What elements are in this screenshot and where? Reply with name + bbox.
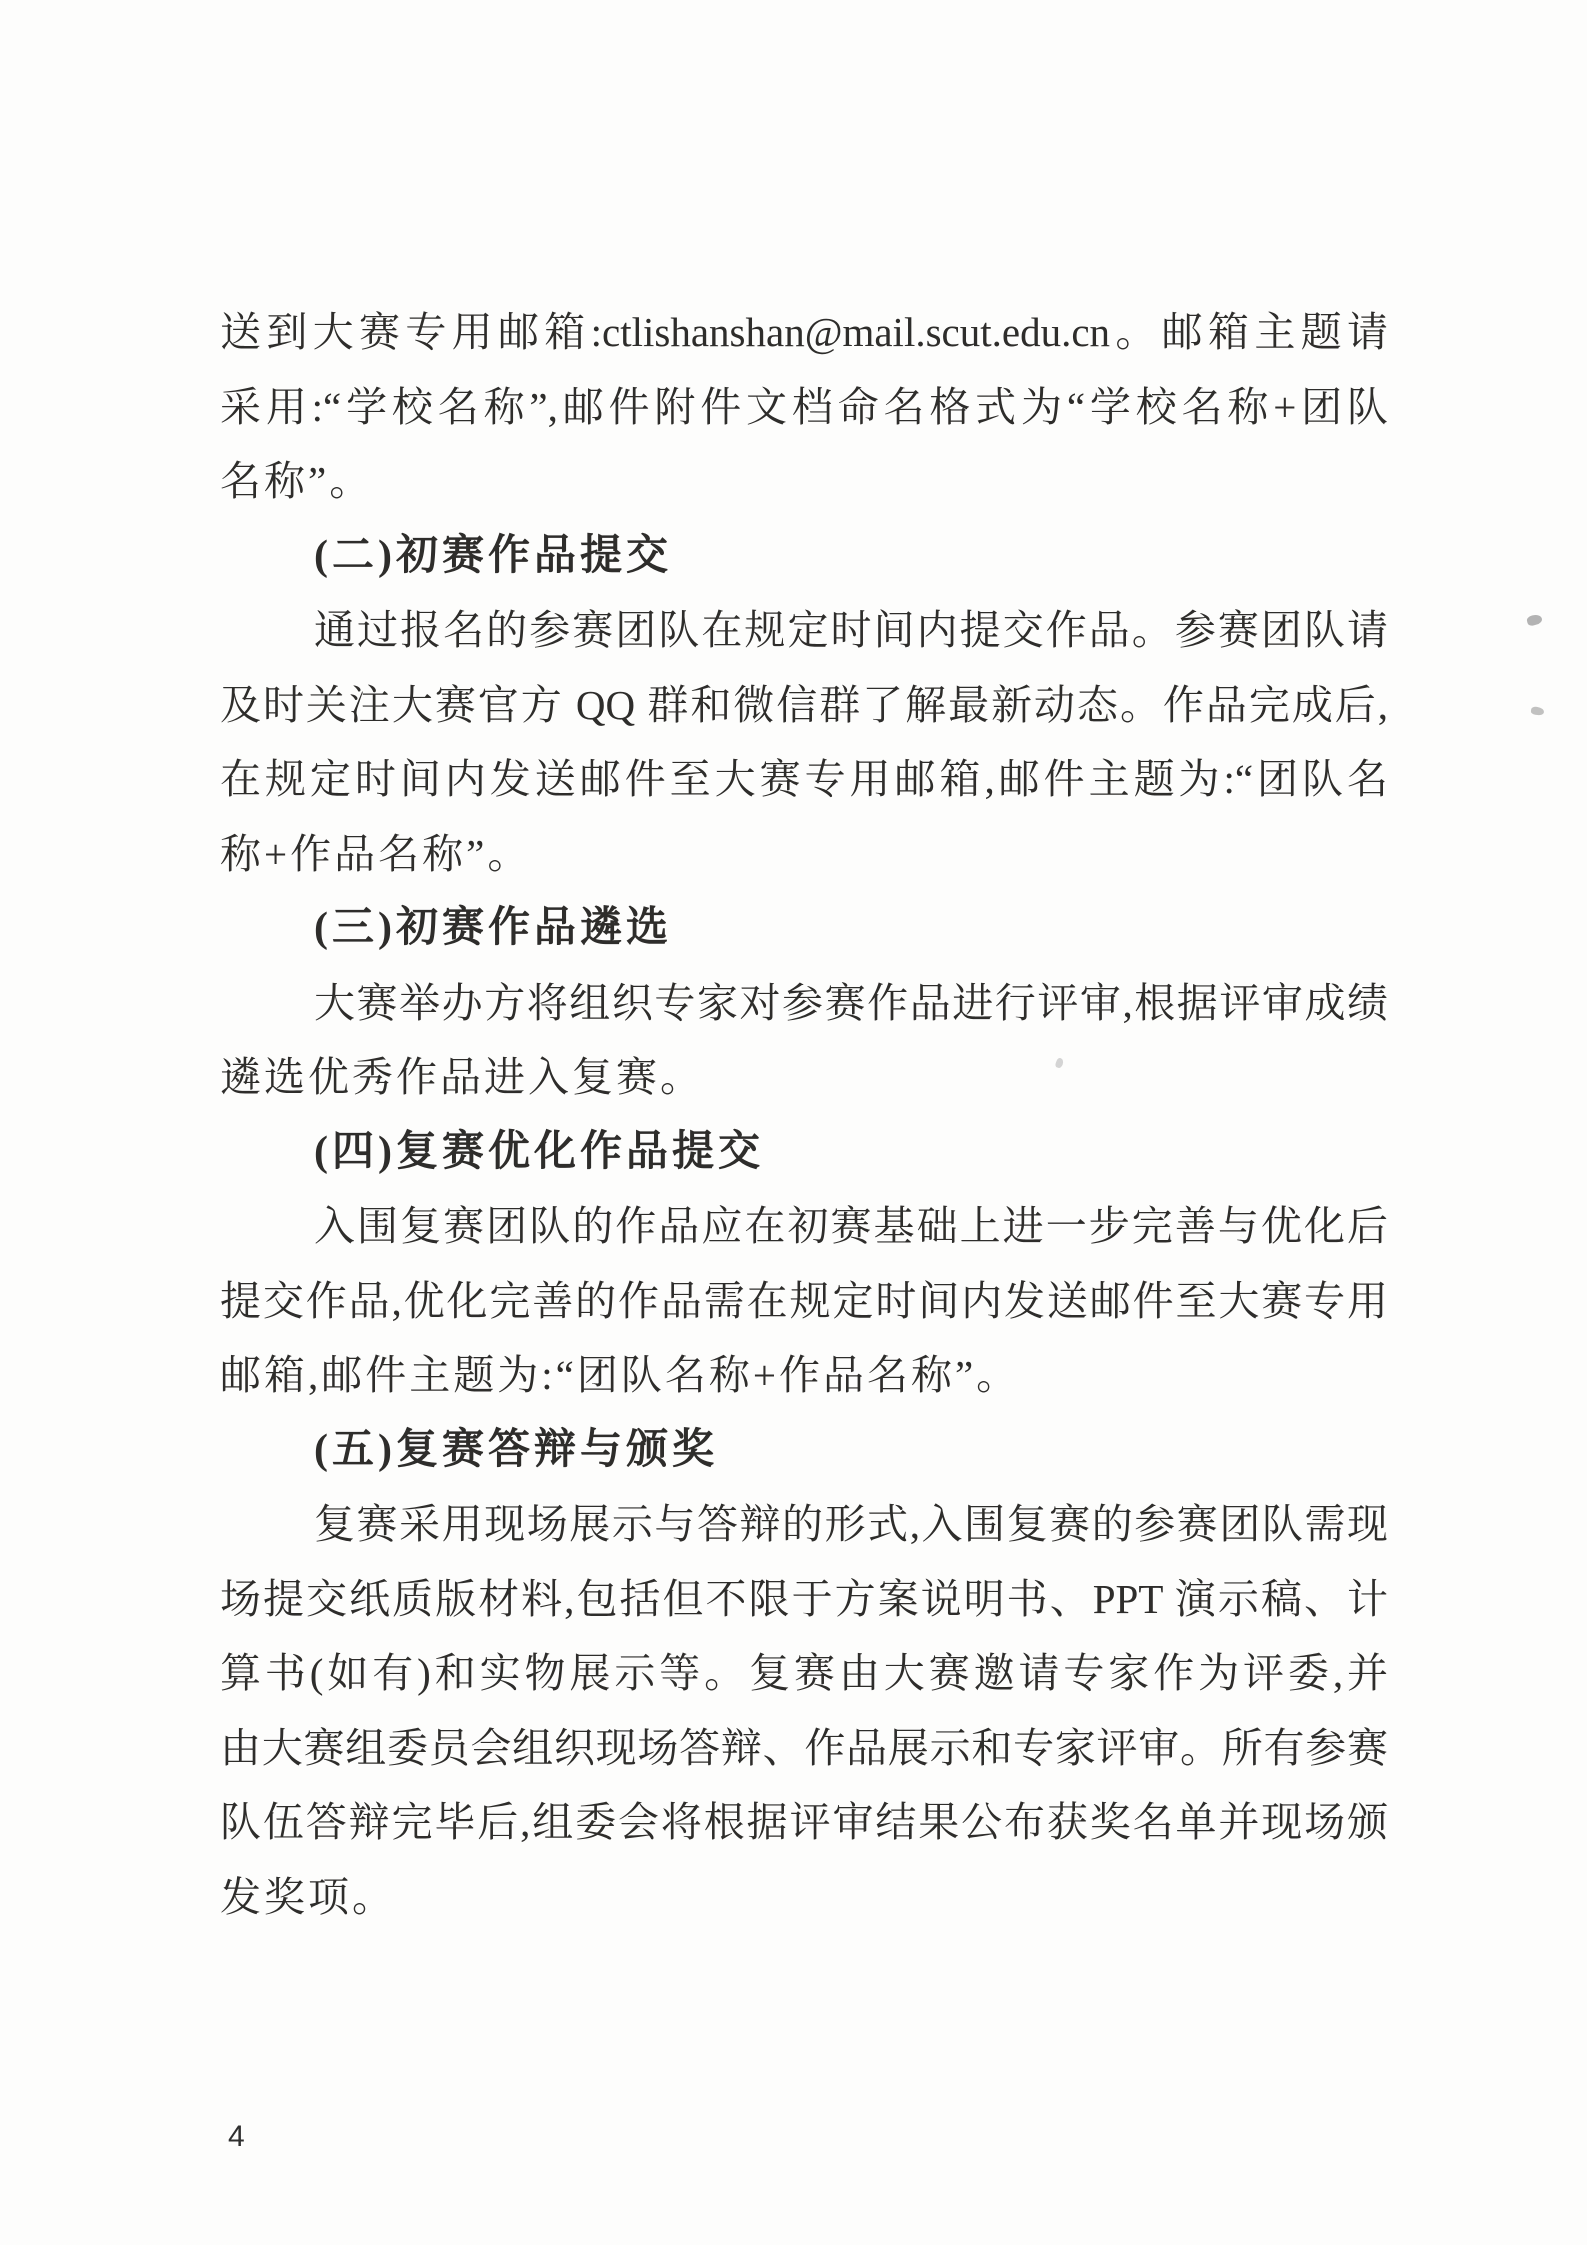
body-text-line: 发奖项。 (220, 1873, 396, 1920)
body-text-line: 复赛采用现场展示与答辩的形式,入围复赛的参赛团队需现 (314, 1501, 1388, 1547)
section-heading: (二)初赛作品提交 (314, 532, 672, 579)
body-text-line: 名称”。 (220, 458, 374, 504)
body-text-line: 邮箱,邮件主题为:“团队名称+作品名称”。 (220, 1352, 1021, 1398)
scan-speck (1526, 613, 1543, 626)
body-text-line: 场提交纸质版材料,包括但不限于方案说明书、PPT 演示稿、计 (220, 1575, 1388, 1622)
page-number: 4 (228, 2120, 245, 2153)
body-text-line: 及时关注大赛官方 QQ 群和微信群了解最新动态。作品完成后, (220, 681, 1388, 728)
scan-speck (1531, 706, 1545, 716)
body-text-line: 在规定时间内发送邮件至大赛专用邮箱,邮件主题为:“团队名 (220, 756, 1388, 802)
body-text-line: 入围复赛团队的作品应在初赛基础上进一步完善与优化后 (314, 1203, 1388, 1249)
body-text-line: 由大赛组委员会组织现场答辩、作品展示和专家评审。所有参赛 (220, 1724, 1388, 1771)
body-text-line: 遴选优秀作品进入复赛。 (220, 1054, 704, 1100)
document-body (220, 295, 1388, 1934)
section-heading: (四)复赛优化作品提交 (314, 1128, 764, 1175)
body-text-line: 队伍答辩完毕后,组委会将根据评审结果公布获奖名单并现场颁 (220, 1799, 1388, 1845)
body-text-line: 采用:“学校名称”,邮件附件文档命名格式为“学校名称+团队 (220, 383, 1388, 430)
body-text-line: 称+作品名称”。 (220, 830, 532, 877)
body-text-line: 提交作品,优化完善的作品需在规定时间内发送邮件至大赛专用 (220, 1277, 1388, 1324)
body-text-line: 送到大赛专用邮箱:ctlishanshan@mail.scut.edu.cn。邮箱主题请 (220, 309, 1388, 355)
section-heading: (五)复赛答辩与颁奖 (314, 1426, 718, 1473)
body-text-line: 大赛举办方将组织专家对参赛作品进行评审,根据评审成绩 (314, 979, 1388, 1026)
body-text-line: 通过报名的参赛团队在规定时间内提交作品。参赛团队请 (314, 607, 1388, 653)
section-heading: (三)初赛作品遴选 (314, 905, 672, 951)
body-text-line: 算书(如有)和实物展示等。复赛由大赛邀请专家作为评委,并 (220, 1650, 1388, 1696)
